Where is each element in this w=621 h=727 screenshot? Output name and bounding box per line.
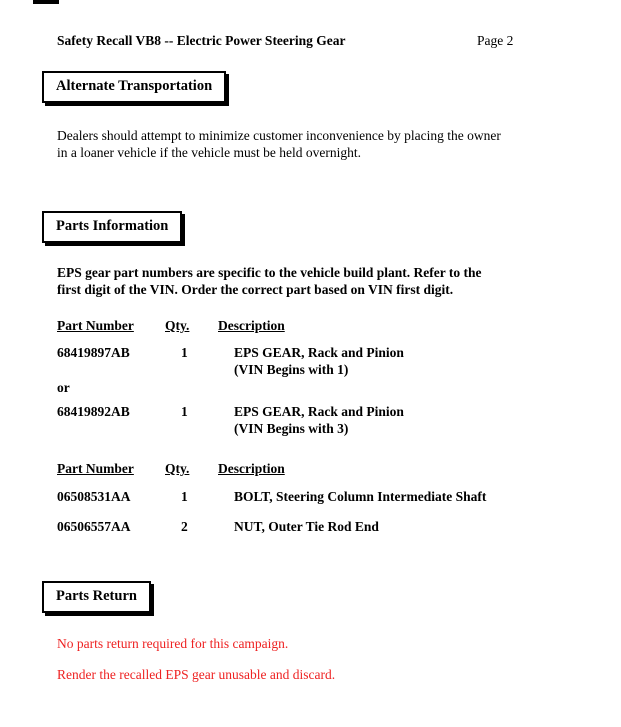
parts-return-note: Render the recalled EPS gear unusable and discard.: [57, 667, 336, 682]
qty-cell: 1: [181, 489, 188, 504]
description-cell: BOLT, Steering Column Intermediate Shaft: [234, 489, 487, 504]
parts-table2-header-row: [57, 460, 285, 477]
description-line: EPS GEAR, Rack and Pinion: [234, 404, 404, 419]
column-header-description: Description: [218, 461, 285, 476]
parts-information-intro: [57, 264, 481, 298]
paragraph-line: Dealers should attempt to minimize customer inconvenience by placing the owner: [57, 128, 501, 143]
table-row: [57, 403, 404, 437]
part-number-cell: 06506557AA: [57, 519, 131, 534]
parts-return-note: No parts return required for this campaign.: [57, 636, 289, 651]
qty-cell: 1: [181, 404, 188, 419]
part-number-cell: 68419897AB: [57, 345, 130, 360]
description-cell: NUT, Outer Tie Rod End: [234, 519, 379, 534]
description-cell: [234, 403, 404, 437]
alternate-transportation-paragraph: [57, 127, 501, 161]
description-line: EPS GEAR, Rack and Pinion: [234, 345, 404, 360]
table-separator-or: or: [57, 380, 70, 395]
table-row: [57, 518, 379, 535]
section-heading-alternate-transportation: Alternate Transportation: [42, 71, 226, 103]
qty-cell: 2: [181, 519, 188, 534]
parts-table1-header-row: [57, 317, 285, 334]
column-header-qty: Qty.: [165, 318, 190, 333]
column-header-qty: Qty.: [165, 461, 190, 476]
document-header-title: Safety Recall VB8 -- Electric Power Steering Gear: [57, 33, 346, 48]
description-cell: [234, 344, 404, 378]
paragraph-line: in a loaner vehicle if the vehicle must be held overnight.: [57, 145, 362, 160]
section-heading-parts-return: Parts Return: [42, 581, 151, 613]
part-number-cell: 06508531AA: [57, 489, 131, 504]
scan-artifact-mark: [33, 0, 59, 4]
paragraph-line: first digit of the VIN. Order the correct part based on VIN first digit.: [57, 282, 454, 297]
table-row: [57, 488, 486, 505]
qty-cell: 1: [181, 345, 188, 360]
column-header-part-number: Part Number: [57, 461, 134, 476]
paragraph-line: EPS gear part numbers are specific to the vehicle build plant. Refer to the: [57, 265, 482, 280]
page-number: Page 2: [477, 33, 514, 48]
table-row: [57, 344, 404, 378]
part-number-cell: 68419892AB: [57, 404, 130, 419]
column-header-part-number: Part Number: [57, 318, 134, 333]
description-line: (VIN Begins with 1): [234, 362, 349, 377]
section-heading-parts-information: Parts Information: [42, 211, 182, 243]
column-header-description: Description: [218, 318, 285, 333]
description-line: (VIN Begins with 3): [234, 421, 349, 436]
